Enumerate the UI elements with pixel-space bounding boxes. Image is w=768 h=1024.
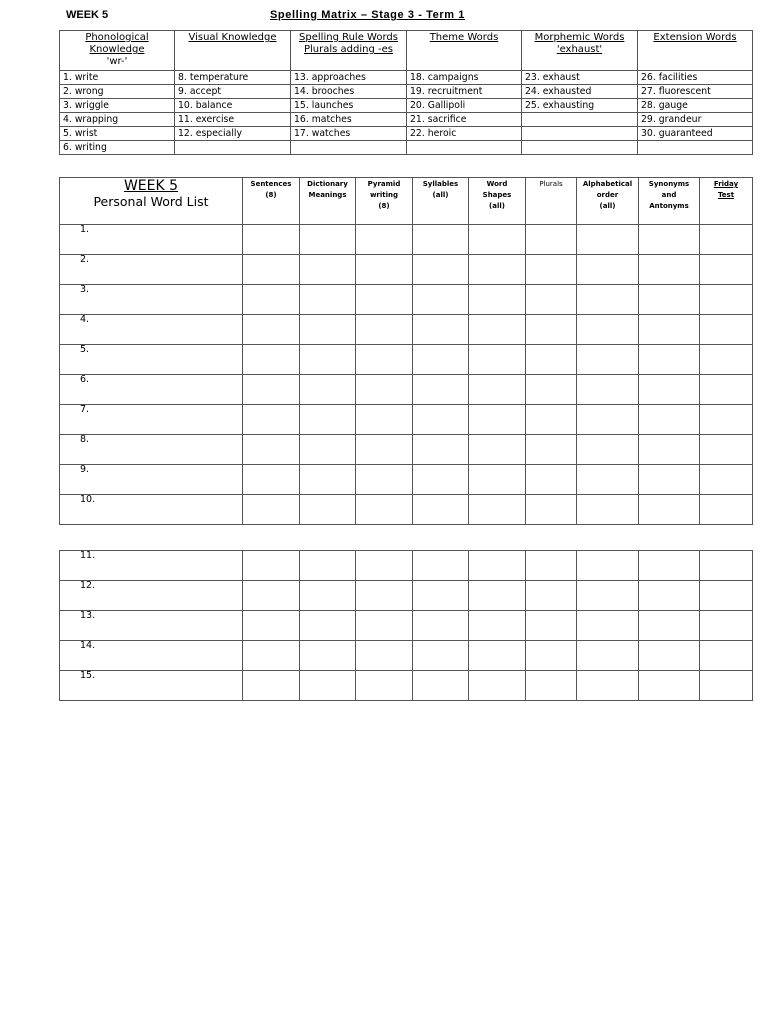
- activity-checkbox-cell[interactable]: [413, 285, 469, 315]
- activity-checkbox-cell[interactable]: [526, 641, 577, 671]
- column-header-line: Visual Knowledge: [188, 32, 277, 43]
- column-header-line: Extension Words: [653, 32, 737, 43]
- matrix-cell: [522, 113, 638, 127]
- word-number: 4.: [80, 314, 90, 325]
- activity-checkbox-cell[interactable]: [300, 581, 356, 611]
- word-entry-cell[interactable]: [60, 315, 243, 345]
- activity-checkbox-cell[interactable]: [356, 225, 413, 255]
- column-header-line: Theme Words: [429, 32, 499, 43]
- activity-checkbox-cell[interactable]: [356, 465, 413, 495]
- word-entry-cell[interactable]: [60, 435, 243, 465]
- activity-checkbox-cell[interactable]: [639, 225, 700, 255]
- word-list-row: [60, 551, 753, 581]
- word-number: 13.: [80, 610, 96, 621]
- activity-column-header: [700, 178, 753, 225]
- activity-column-header: [243, 178, 300, 225]
- activity-checkbox-cell[interactable]: [639, 581, 700, 611]
- matrix-cell: 12. especially: [175, 127, 291, 141]
- matrix-cell: 5. wrist: [60, 127, 175, 141]
- matrix-cell: [407, 141, 522, 155]
- word-list-row: [60, 611, 753, 641]
- activity-checkbox-cell[interactable]: [577, 285, 639, 315]
- activity-checkbox-cell[interactable]: [639, 641, 700, 671]
- activity-checkbox-cell[interactable]: [413, 255, 469, 285]
- word-list-row: [60, 495, 753, 525]
- matrix-cell: 16. matches: [291, 113, 407, 127]
- activity-checkbox-cell[interactable]: [243, 255, 300, 285]
- matrix-cell: 22. heroic: [407, 127, 522, 141]
- activity-header-line: and: [661, 191, 677, 199]
- activity-checkbox-cell[interactable]: [526, 405, 577, 435]
- activity-checkbox-cell[interactable]: [700, 641, 753, 671]
- column-header-line: Plurals adding -es: [304, 44, 393, 55]
- activity-column-header: [300, 178, 356, 225]
- word-list-row: [60, 225, 753, 255]
- activity-checkbox-cell[interactable]: [413, 611, 469, 641]
- activity-checkbox-cell[interactable]: [243, 495, 300, 525]
- word-entry-cell[interactable]: [60, 405, 243, 435]
- activity-checkbox-cell[interactable]: [700, 255, 753, 285]
- matrix-cell: 3. wriggle: [60, 99, 175, 113]
- word-list-title-cell: [60, 178, 243, 225]
- word-list-row: [60, 315, 753, 345]
- activity-checkbox-cell[interactable]: [577, 611, 639, 641]
- activity-column-header: [469, 178, 526, 225]
- activity-header-line: Alphabetical: [582, 180, 633, 188]
- activity-checkbox-cell[interactable]: [577, 671, 639, 701]
- activity-column-header: [639, 178, 700, 225]
- column-header-line: 'exhaust': [556, 44, 603, 55]
- activity-checkbox-cell[interactable]: [413, 315, 469, 345]
- activity-checkbox-cell[interactable]: [700, 285, 753, 315]
- matrix-cell: 15. launches: [291, 99, 407, 113]
- activity-checkbox-cell[interactable]: [413, 225, 469, 255]
- activity-checkbox-cell[interactable]: [469, 671, 526, 701]
- word-entry-cell[interactable]: [60, 671, 243, 701]
- matrix-cell: 18. campaigns: [407, 71, 522, 85]
- matrix-column-header: [60, 31, 175, 71]
- matrix-cell: [522, 127, 638, 141]
- document-title: Spelling Matrix – Stage 3 - Term 1: [270, 9, 466, 21]
- activity-checkbox-cell[interactable]: [639, 671, 700, 701]
- activity-checkbox-cell[interactable]: [243, 405, 300, 435]
- activity-checkbox-cell[interactable]: [526, 465, 577, 495]
- activity-checkbox-cell[interactable]: [413, 581, 469, 611]
- activity-checkbox-cell[interactable]: [300, 435, 356, 465]
- activity-checkbox-cell[interactable]: [469, 581, 526, 611]
- activity-header-line: Plurals: [539, 180, 563, 188]
- column-header-line: Morphemic Words: [534, 32, 625, 43]
- matrix-column-header: [291, 31, 407, 71]
- activity-header-line: (all): [432, 191, 449, 199]
- activity-checkbox-cell[interactable]: [700, 345, 753, 375]
- activity-checkbox-cell[interactable]: [469, 315, 526, 345]
- matrix-cell: 20. Gallipoli: [407, 99, 522, 113]
- spelling-matrix-table: [59, 30, 753, 155]
- activity-checkbox-cell[interactable]: [700, 671, 753, 701]
- activity-checkbox-cell[interactable]: [526, 315, 577, 345]
- personal-word-list-continued-table: [59, 550, 753, 701]
- activity-checkbox-cell[interactable]: [577, 255, 639, 285]
- matrix-cell: 28. gauge: [638, 99, 753, 113]
- activity-header-line: Meanings: [308, 191, 347, 199]
- matrix-row: [60, 99, 753, 113]
- activity-checkbox-cell[interactable]: [413, 551, 469, 581]
- activity-checkbox-cell[interactable]: [243, 225, 300, 255]
- word-number: 12.: [80, 580, 96, 591]
- matrix-cell: 13. approaches: [291, 71, 407, 85]
- activity-checkbox-cell[interactable]: [356, 671, 413, 701]
- activity-column-header: [413, 178, 469, 225]
- activity-checkbox-cell[interactable]: [356, 315, 413, 345]
- word-number: 2.: [80, 254, 90, 265]
- activity-checkbox-cell[interactable]: [300, 495, 356, 525]
- activity-checkbox-cell[interactable]: [577, 225, 639, 255]
- word-number: 5.: [80, 344, 90, 355]
- activity-checkbox-cell[interactable]: [356, 581, 413, 611]
- activity-checkbox-cell[interactable]: [469, 435, 526, 465]
- word-number: 15.: [80, 670, 96, 681]
- activity-checkbox-cell[interactable]: [469, 375, 526, 405]
- activity-checkbox-cell[interactable]: [243, 581, 300, 611]
- activity-checkbox-cell[interactable]: [639, 435, 700, 465]
- activity-checkbox-cell[interactable]: [700, 225, 753, 255]
- activity-checkbox-cell[interactable]: [356, 255, 413, 285]
- word-entry-cell[interactable]: [60, 255, 243, 285]
- word-number: 8.: [80, 434, 90, 445]
- matrix-cell: [638, 141, 753, 155]
- activity-checkbox-cell[interactable]: [413, 375, 469, 405]
- activity-header-line: (8): [378, 202, 390, 210]
- activity-header-line: (8): [265, 191, 277, 199]
- matrix-cell: 1. write: [60, 71, 175, 85]
- activity-checkbox-cell[interactable]: [639, 611, 700, 641]
- activity-checkbox-cell[interactable]: [300, 641, 356, 671]
- matrix-row: [60, 113, 753, 127]
- activity-checkbox-cell[interactable]: [700, 611, 753, 641]
- matrix-row: [60, 127, 753, 141]
- word-list-row: [60, 435, 753, 465]
- matrix-cell: 24. exhausted: [522, 85, 638, 99]
- word-number: 3.: [80, 284, 90, 295]
- activity-checkbox-cell[interactable]: [469, 345, 526, 375]
- word-list-row: [60, 375, 753, 405]
- activity-checkbox-cell[interactable]: [469, 465, 526, 495]
- activity-checkbox-cell[interactable]: [356, 345, 413, 375]
- activity-checkbox-cell[interactable]: [300, 345, 356, 375]
- matrix-cell: 14. brooches: [291, 85, 407, 99]
- word-entry-cell[interactable]: [60, 495, 243, 525]
- matrix-cell: 27. fluorescent: [638, 85, 753, 99]
- activity-checkbox-cell[interactable]: [469, 495, 526, 525]
- activity-checkbox-cell[interactable]: [526, 255, 577, 285]
- activity-checkbox-cell[interactable]: [300, 671, 356, 701]
- activity-checkbox-cell[interactable]: [639, 285, 700, 315]
- activity-checkbox-cell[interactable]: [526, 551, 577, 581]
- word-entry-cell[interactable]: [60, 225, 243, 255]
- activity-checkbox-cell[interactable]: [700, 435, 753, 465]
- activity-checkbox-cell[interactable]: [526, 495, 577, 525]
- activity-checkbox-cell[interactable]: [413, 671, 469, 701]
- activity-checkbox-cell[interactable]: [577, 551, 639, 581]
- word-list-header-row: [60, 178, 753, 225]
- matrix-cell: 23. exhaust: [522, 71, 638, 85]
- activity-checkbox-cell[interactable]: [639, 405, 700, 435]
- word-list-row: [60, 285, 753, 315]
- activity-header-line: Friday: [713, 180, 739, 188]
- activity-checkbox-cell[interactable]: [639, 255, 700, 285]
- activity-checkbox-cell[interactable]: [639, 495, 700, 525]
- activity-checkbox-cell[interactable]: [577, 641, 639, 671]
- activity-checkbox-cell[interactable]: [526, 375, 577, 405]
- word-entry-cell[interactable]: [60, 641, 243, 671]
- activity-checkbox-cell[interactable]: [356, 611, 413, 641]
- word-list-row: [60, 671, 753, 701]
- activity-checkbox-cell[interactable]: [243, 465, 300, 495]
- activity-checkbox-cell[interactable]: [526, 611, 577, 641]
- activity-header-line: Shapes: [482, 191, 512, 199]
- activity-checkbox-cell[interactable]: [413, 435, 469, 465]
- activity-checkbox-cell[interactable]: [577, 465, 639, 495]
- matrix-cell: 9. accept: [175, 85, 291, 99]
- column-header-line: Phonological: [85, 32, 149, 43]
- personal-word-list-table: [59, 177, 753, 525]
- activity-checkbox-cell[interactable]: [700, 495, 753, 525]
- activity-header-line: (all): [489, 202, 505, 210]
- word-list-title: Personal Word List: [93, 194, 209, 209]
- activity-checkbox-cell[interactable]: [356, 435, 413, 465]
- matrix-cell: 21. sacrifice: [407, 113, 522, 127]
- activity-header-line: order: [596, 191, 619, 199]
- matrix-column-header: [522, 31, 638, 71]
- matrix-header-row: [60, 31, 753, 71]
- activity-checkbox-cell[interactable]: [356, 495, 413, 525]
- activity-header-line: Sentences: [250, 180, 292, 188]
- activity-checkbox-cell[interactable]: [243, 285, 300, 315]
- activity-header-line: Antonyms: [649, 202, 689, 210]
- matrix-cell: 26. facilities: [638, 71, 753, 85]
- word-list-row: [60, 581, 753, 611]
- activity-checkbox-cell[interactable]: [413, 345, 469, 375]
- activity-checkbox-cell[interactable]: [243, 375, 300, 405]
- activity-checkbox-cell[interactable]: [639, 551, 700, 581]
- activity-checkbox-cell[interactable]: [577, 345, 639, 375]
- column-header-subtitle: 'wr-': [106, 56, 128, 67]
- word-number: 11.: [80, 550, 96, 561]
- activity-checkbox-cell[interactable]: [700, 551, 753, 581]
- activity-checkbox-cell[interactable]: [526, 285, 577, 315]
- activity-checkbox-cell[interactable]: [639, 345, 700, 375]
- activity-checkbox-cell[interactable]: [700, 405, 753, 435]
- matrix-row: [60, 141, 753, 155]
- matrix-row: [60, 85, 753, 99]
- activity-checkbox-cell[interactable]: [243, 551, 300, 581]
- activity-checkbox-cell[interactable]: [300, 611, 356, 641]
- word-list-row: [60, 255, 753, 285]
- activity-checkbox-cell[interactable]: [639, 465, 700, 495]
- word-number: 1.: [80, 224, 90, 235]
- activity-checkbox-cell[interactable]: [700, 315, 753, 345]
- word-entry-cell[interactable]: [60, 581, 243, 611]
- word-entry-cell[interactable]: [60, 345, 243, 375]
- activity-checkbox-cell[interactable]: [300, 255, 356, 285]
- activity-checkbox-cell[interactable]: [300, 405, 356, 435]
- activity-header-line: Test: [717, 191, 735, 199]
- matrix-cell: 8. temperature: [175, 71, 291, 85]
- activity-checkbox-cell[interactable]: [700, 581, 753, 611]
- activity-checkbox-cell[interactable]: [300, 375, 356, 405]
- word-entry-cell[interactable]: [60, 375, 243, 405]
- matrix-cell: 11. exercise: [175, 113, 291, 127]
- word-list-row: [60, 405, 753, 435]
- activity-checkbox-cell[interactable]: [526, 581, 577, 611]
- word-number: 6.: [80, 374, 90, 385]
- activity-header-line: (all): [599, 202, 616, 210]
- activity-checkbox-cell[interactable]: [413, 465, 469, 495]
- word-list-row: [60, 345, 753, 375]
- matrix-cell: 4. wrapping: [60, 113, 175, 127]
- activity-checkbox-cell[interactable]: [300, 285, 356, 315]
- matrix-cell: 17. watches: [291, 127, 407, 141]
- word-entry-cell[interactable]: [60, 465, 243, 495]
- activity-checkbox-cell[interactable]: [577, 495, 639, 525]
- matrix-cell: 19. recruitment: [407, 85, 522, 99]
- matrix-cell: 29. grandeur: [638, 113, 753, 127]
- activity-header-line: Word: [486, 180, 508, 188]
- word-entry-cell[interactable]: [60, 551, 243, 581]
- activity-checkbox-cell[interactable]: [243, 641, 300, 671]
- matrix-cell: [175, 141, 291, 155]
- activity-checkbox-cell[interactable]: [577, 315, 639, 345]
- activity-checkbox-cell[interactable]: [300, 315, 356, 345]
- activity-checkbox-cell[interactable]: [300, 551, 356, 581]
- activity-checkbox-cell[interactable]: [243, 435, 300, 465]
- activity-checkbox-cell[interactable]: [577, 435, 639, 465]
- activity-checkbox-cell[interactable]: [356, 285, 413, 315]
- word-list-row: [60, 641, 753, 671]
- word-list-week: WEEK 5: [123, 178, 179, 194]
- activity-checkbox-cell[interactable]: [300, 225, 356, 255]
- activity-checkbox-cell[interactable]: [413, 495, 469, 525]
- activity-checkbox-cell[interactable]: [526, 225, 577, 255]
- activity-checkbox-cell[interactable]: [413, 641, 469, 671]
- activity-header-line: Pyramid: [367, 180, 401, 188]
- activity-header-line: writing: [369, 191, 399, 199]
- activity-checkbox-cell[interactable]: [577, 581, 639, 611]
- activity-checkbox-cell[interactable]: [243, 315, 300, 345]
- matrix-cell: 6. writing: [60, 141, 175, 155]
- matrix-column-header: [175, 31, 291, 71]
- activity-checkbox-cell[interactable]: [469, 255, 526, 285]
- activity-checkbox-cell[interactable]: [469, 225, 526, 255]
- activity-checkbox-cell[interactable]: [526, 345, 577, 375]
- activity-checkbox-cell[interactable]: [700, 465, 753, 495]
- activity-checkbox-cell[interactable]: [356, 551, 413, 581]
- matrix-row: [60, 71, 753, 85]
- activity-column-header: [356, 178, 413, 225]
- activity-column-header: [526, 178, 577, 225]
- matrix-cell: [522, 141, 638, 155]
- word-number: 7.: [80, 404, 90, 415]
- activity-checkbox-cell[interactable]: [526, 671, 577, 701]
- activity-column-header: [577, 178, 639, 225]
- activity-checkbox-cell[interactable]: [577, 405, 639, 435]
- matrix-cell: 2. wrong: [60, 85, 175, 99]
- activity-checkbox-cell[interactable]: [356, 405, 413, 435]
- activity-header-line: Syllables: [422, 180, 459, 188]
- activity-checkbox-cell[interactable]: [639, 315, 700, 345]
- activity-checkbox-cell[interactable]: [356, 375, 413, 405]
- activity-checkbox-cell[interactable]: [577, 375, 639, 405]
- activity-checkbox-cell[interactable]: [469, 551, 526, 581]
- activity-header-line: Dictionary: [307, 180, 348, 188]
- activity-checkbox-cell[interactable]: [243, 671, 300, 701]
- activity-checkbox-cell[interactable]: [469, 611, 526, 641]
- word-entry-cell[interactable]: [60, 285, 243, 315]
- activity-checkbox-cell[interactable]: [300, 465, 356, 495]
- matrix-cell: 10. balance: [175, 99, 291, 113]
- activity-checkbox-cell[interactable]: [243, 611, 300, 641]
- activity-checkbox-cell[interactable]: [469, 641, 526, 671]
- matrix-cell: 25. exhausting: [522, 99, 638, 113]
- word-number: 10.: [80, 494, 96, 505]
- activity-checkbox-cell[interactable]: [469, 405, 526, 435]
- column-header-line: Spelling Rule Words: [299, 32, 398, 43]
- activity-checkbox-cell[interactable]: [526, 435, 577, 465]
- activity-checkbox-cell[interactable]: [243, 345, 300, 375]
- word-list-row: [60, 465, 753, 495]
- activity-checkbox-cell[interactable]: [639, 375, 700, 405]
- matrix-cell: 30. guaranteed: [638, 127, 753, 141]
- activity-checkbox-cell[interactable]: [700, 375, 753, 405]
- column-header-line: Knowledge: [89, 44, 145, 55]
- week-label: WEEK 5: [66, 9, 109, 21]
- activity-checkbox-cell[interactable]: [413, 405, 469, 435]
- word-number: 9.: [80, 464, 90, 475]
- matrix-cell: [291, 141, 407, 155]
- word-number: 14.: [80, 640, 96, 651]
- activity-checkbox-cell[interactable]: [469, 285, 526, 315]
- activity-header-line: Synonyms: [648, 180, 690, 188]
- matrix-column-header: [638, 31, 753, 71]
- matrix-column-header: [407, 31, 522, 71]
- word-entry-cell[interactable]: [60, 611, 243, 641]
- activity-checkbox-cell[interactable]: [356, 641, 413, 671]
